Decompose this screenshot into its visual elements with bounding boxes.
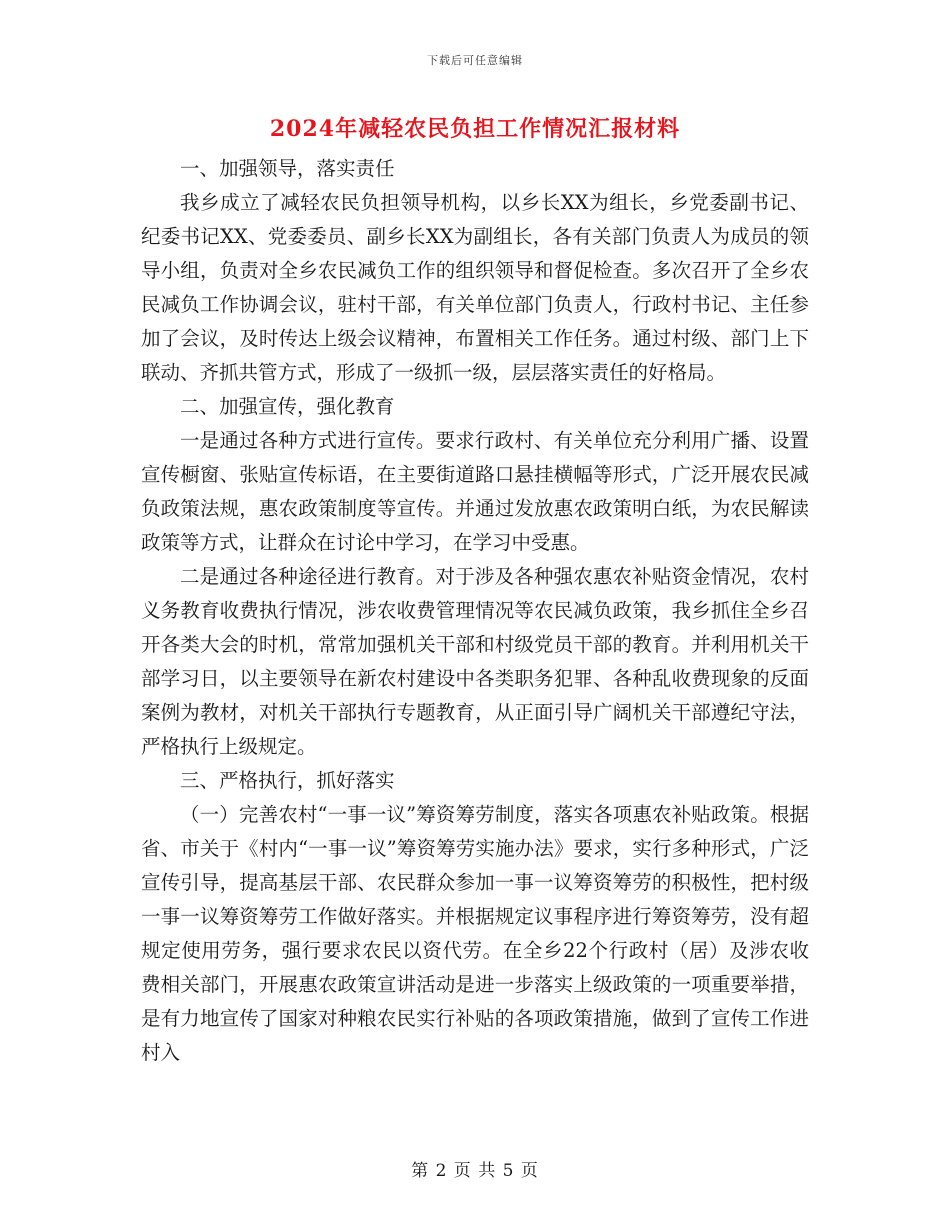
body-paragraph: 我乡成立了减轻农民负担领导机构，以乡长XX为组长，乡党委副书记、纪委书记XX、党委委员、副乡长XX为副组长，各有关部门负责人为成员的领导小组，负责对全乡农民减负工作的组织领导和督促检查。多次召开了全乡农民减负工作协调会议，驻村干部，有关单位部门负责人，行政村书记、主任参加了会议，及时传达上级会议精神，布置相关工作任务。通过村级、部门上下联动、齐抓共管方式，形成了一级抓一级，层层落实责任的好格局。 — [141, 191, 809, 384]
body-paragraph: （一）完善农村“一事一议”筹资筹劳制度，落实各项惠农补贴政策。根据省、市关于《村内“一事一议”筹资筹劳实施办法》要求，实行多种形式，广泛宣传引导，提高基层干部、农民群众参加一事一议筹资筹劳的积极性，把村级一事一议筹资筹劳工作做好落实。并根据规定议事程序进行筹资筹劳，没有超规定使用劳务，强行要求农民以资代劳。在全乡22个行政村（居）及涉农收费相关部门，开展惠农政策宣讲活动是进一步落实上级政策的一项重要举措，是有力地宣传了国家对种粮农民实行补贴的各项政策措施，做到了宣传工作进村入 — [141, 803, 809, 1064]
body-paragraph: 二是通过各种途径进行教育。对于涉及各种强农惠农补贴资金情况，农村义务教育收费执行情况，涉农收费管理情况等农民减负政策，我乡抓住全乡召开各类大会的时机，常常加强机关干部和村级党员干部的教育。并利用机关干部学习日，以主要领导在新农村建设中各类职务犯罪、各种乱收费现象的反面案例为教材，对机关干部执行专题教育，从正面引导广阔机关干部遵纪守法，严格执行上级规定。 — [141, 565, 809, 758]
document-body — [141, 152, 809, 1070]
document-title: 2024年减轻农民负担工作情况汇报材料 — [269, 116, 681, 142]
section-heading-1: 一、加强领导，落实责任 — [180, 157, 395, 180]
page-number: 第 2 页 共 5 页 — [411, 1161, 539, 1181]
header-note: 下载后可任意编辑 — [427, 54, 523, 67]
section-heading-3: 三、严格执行，抓好落实 — [180, 769, 395, 792]
section-heading-2: 二、加强宣传，强化教育 — [180, 395, 395, 418]
body-paragraph: 一是通过各种方式进行宣传。要求行政村、有关单位充分利用广播、设置宣传橱窗、张贴宣传标语，在主要街道路口悬挂横幅等形式，广泛开展农民减负政策法规，惠农政策制度等宣传。并通过发放惠农政策明白纸，为农民解读政策等方式，让群众在讨论中学习，在学习中受惠。 — [141, 429, 809, 554]
